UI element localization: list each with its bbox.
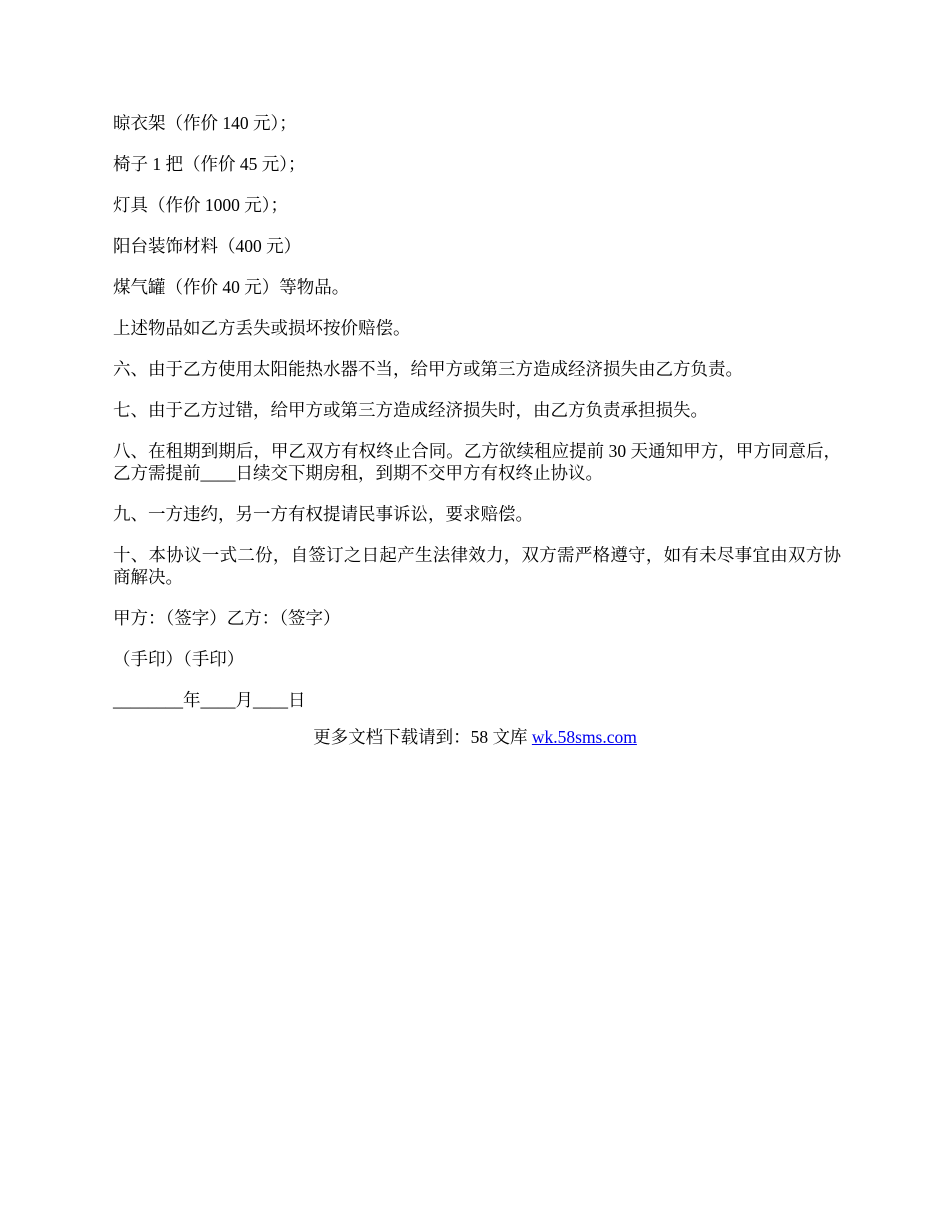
fingerprint-line: （手印）（手印） xyxy=(113,649,245,669)
clause-ten: 十、本协议一式二份，自签订之日起产生法律效力，双方需严格遵守，如有未尽事宜由双方协商解决。 xyxy=(113,545,841,587)
item-chair: 椅子 1 把（作价 45 元）； xyxy=(113,154,306,174)
date-line: ________年____月____日 xyxy=(113,690,306,710)
footer-link[interactable]: wk.58sms.com xyxy=(531,727,637,747)
compensation-clause: 上述物品如乙方丢失或损坏按价赔偿。 xyxy=(113,318,411,338)
clause-eight: 八、在租期到期后，甲乙双方有权终止合同。乙方欲续租应提前 30 天通知甲方，甲方同意后，乙方需提前____日续交下期房租，到期不交甲方有权终止协议。 xyxy=(113,441,841,483)
clause-six: 六、由于乙方使用太阳能热水器不当，给甲方或第三方造成经济损失由乙方负责。 xyxy=(113,359,743,379)
footer-text: 更多文档下载请到：58 文库 xyxy=(313,727,532,747)
clause-nine: 九、一方违约，另一方有权提请民事诉讼，要求赔偿。 xyxy=(113,504,533,524)
download-footer xyxy=(0,726,950,748)
item-gas-tank: 煤气罐（作价 40 元）等物品。 xyxy=(113,277,350,297)
document-body xyxy=(113,112,841,730)
signature-line: 甲方：（签字）乙方：（签字） xyxy=(113,608,341,628)
item-balcony-material: 阳台装饰材料（400 元） xyxy=(113,236,302,256)
item-lamp: 灯具（作价 1000 元）； xyxy=(113,195,288,215)
clause-seven: 七、由于乙方过错，给甲方或第三方造成经济损失时，由乙方负责承担损失。 xyxy=(113,400,708,420)
item-clothes-rack: 晾衣架（作价 140 元）； xyxy=(113,113,297,133)
